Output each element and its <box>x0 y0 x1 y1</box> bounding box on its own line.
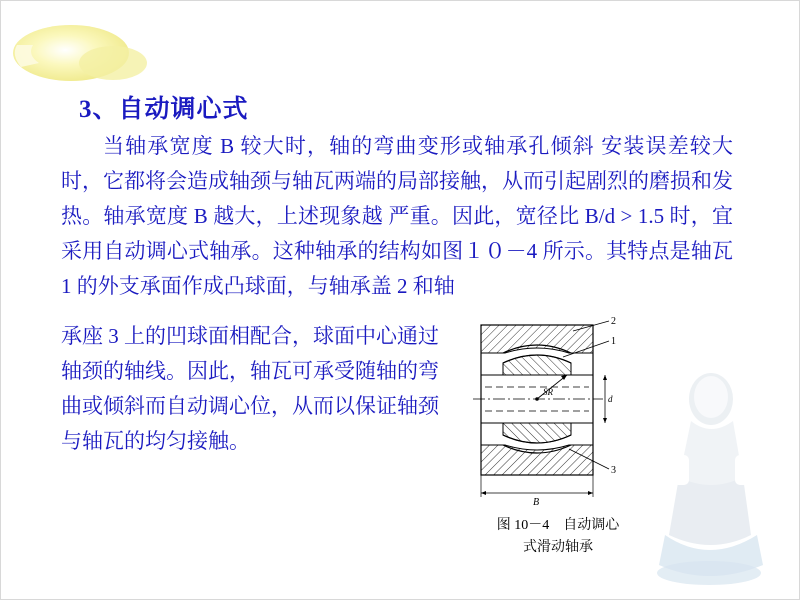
figure-label-b: B <box>533 497 540 507</box>
slide-heading: 3、自动调心式 <box>79 96 249 123</box>
figure-label-1: 1 <box>611 336 616 347</box>
figure-label-sr: SR <box>543 387 553 397</box>
highlight-blob-decoration <box>9 15 169 95</box>
figure-caption-line2: 式滑动轴承 <box>523 540 593 555</box>
statue-decoration-image <box>639 359 779 589</box>
figure-label-d: d <box>608 394 613 404</box>
figure-container <box>473 317 653 557</box>
figure-caption <box>468 515 648 559</box>
paragraph-main-text: 当轴承宽度 B 较大时，轴的弯曲变形或轴承孔倾斜 安装误差较大时，它都将会造成轴颈与轴瓦两端的局部接触，从而引起剧烈的磨损和发热。轴承宽度 B 越大，上述现象越 严重。因此，宽径比 B/d > 1.5 时，宜采用自动调心式轴承。这种轴承的结构如图１０－4 所示。其特点是轴瓦 1 的外支承面作成凸球面，与轴承盖 2 和轴 <box>61 134 733 298</box>
body-paragraph-lower <box>61 319 451 459</box>
figure-label-3: 3 <box>611 465 616 476</box>
paragraph-lower-text: 承座 3 上的凹球面相配合，球面中心通过轴颈的轴线。因此，轴瓦可承受随轴的弯曲或倾斜而自动调心位，从而以保证轴颈与轴瓦的均匀接触。 <box>61 324 439 453</box>
bearing-cross-section-diagram <box>473 317 628 507</box>
figure-label-2: 2 <box>611 317 616 327</box>
figure-caption-line1: 图 10－4 自动调心 <box>496 518 620 533</box>
body-paragraph-main <box>61 129 733 304</box>
